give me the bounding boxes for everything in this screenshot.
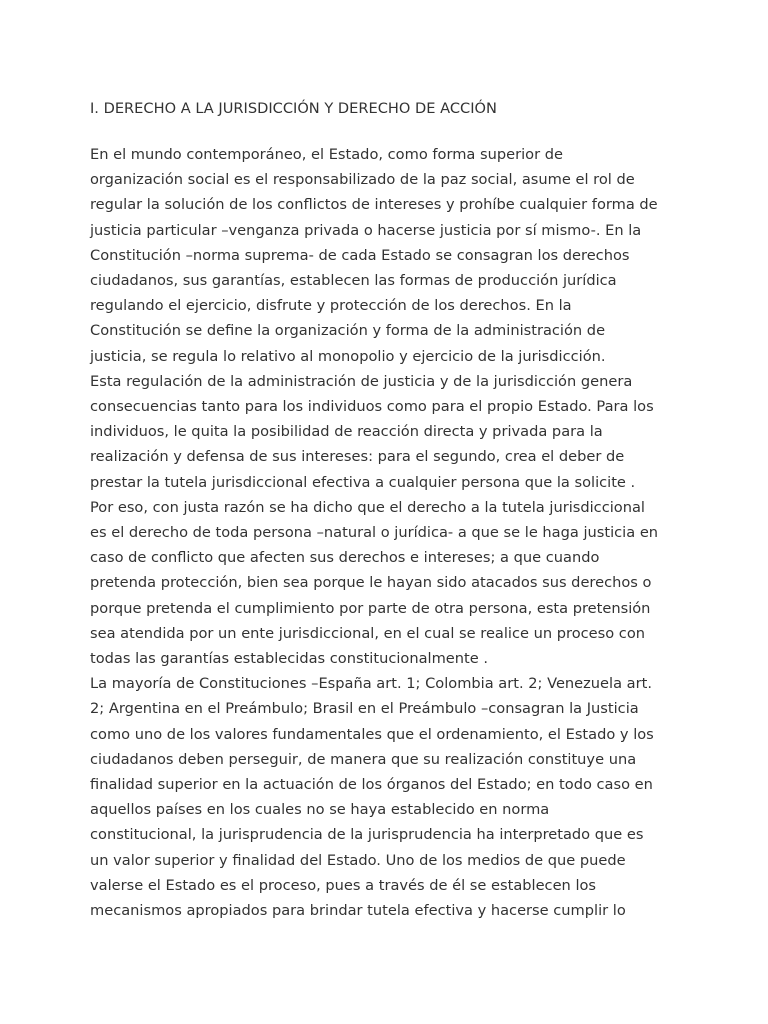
text-line: individuos, le quita la posibilidad de reacción directa y privada para la [90, 423, 603, 441]
document-content [90, 96, 690, 923]
text-line: regulando el ejercicio, disfrute y protección de los derechos. En la [90, 297, 572, 315]
text-line: caso de conflicto que afecten sus derechos e intereses; a que cuando [90, 549, 600, 567]
text-line: constitucional, la jurisprudencia de la jurisprudencia ha interpretado que es [90, 826, 644, 844]
text-line: pretenda protección, bien sea porque le hayan sido atacados sus derechos o [90, 574, 652, 592]
text-line: como uno de los valores fundamentales que el ordenamiento, el Estado y los [90, 725, 654, 743]
text-line: En el mundo contemporáneo, el Estado, como forma superior de [90, 146, 563, 163]
text-line: todas las garantías establecidas constitucionalmente . [90, 650, 489, 668]
text-line: sea atendida por un ente jurisdiccional, en el cual se realice un proceso con [90, 624, 645, 642]
text-line: 2; Argentina en el Preámbulo; Brasil en el Preámbulo –consagran la Justicia [90, 700, 639, 718]
text-line: mecanismos apropiados para brindar tutela efectiva y hacerse cumplir lo [90, 902, 626, 920]
text-line: La mayoría de Constituciones –España art. 1; Colombia art. 2; Venezuela art. [90, 675, 652, 693]
text-line: realización y defensa de sus intereses: para el segundo, crea el deber de [90, 448, 625, 466]
text-line: es el derecho de toda persona –natural o jurídica- a que se le haga justicia en [90, 524, 659, 542]
text-line: regular la solución de los conflictos de intereses y prohíbe cualquier forma de [90, 196, 658, 214]
text-line: Constitución se define la organización y forma de la administración de [90, 322, 606, 340]
section-heading: I. DERECHO A LA JURISDICCIÓN Y DERECHO DE ACCIÓN [90, 100, 497, 117]
text-line: aquellos países en los cuales no se haya establecido en norma [90, 801, 550, 819]
text-line: justicia, se regula lo relativo al monopolio y ejercicio de la jurisdicción. [90, 347, 606, 365]
text-line: porque pretenda el cumplimiento por parte de otra persona, esta pretensión [90, 599, 651, 617]
text-line: prestar la tutela jurisdiccional efectiva a cualquier persona que la solicite . [90, 473, 636, 491]
text-line: organización social es el responsabilizado de la paz social, asume el rol de [90, 171, 635, 189]
text-line: valerse el Estado es el proceso, pues a través de él se establecen los [90, 876, 597, 894]
text-line: Por eso, con justa razón se ha dicho que el derecho a la tutela jurisdiccional [90, 498, 645, 516]
text-line: justicia particular –venganza privada o hacerse justicia por sí mismo-. En la [90, 221, 642, 239]
text-line: un valor superior y finalidad del Estado. Uno de los medios de que puede [90, 851, 626, 869]
text-line: finalidad superior en la actuación de los órganos del Estado; en todo caso en [90, 776, 653, 794]
text-line: ciudadanos deben perseguir, de manera que su realización constituye una [90, 750, 637, 768]
text-line: consecuencias tanto para los individuos como para el propio Estado. Para los [90, 398, 654, 416]
body-text [90, 142, 690, 923]
text-line: Esta regulación de la administración de justicia y de la jurisdicción genera [90, 372, 633, 390]
text-line: Constitución –norma suprema- de cada Estado se consagran los derechos [90, 246, 630, 264]
text-line: ciudadanos, sus garantías, establecen las formas de producción jurídica [90, 272, 617, 290]
